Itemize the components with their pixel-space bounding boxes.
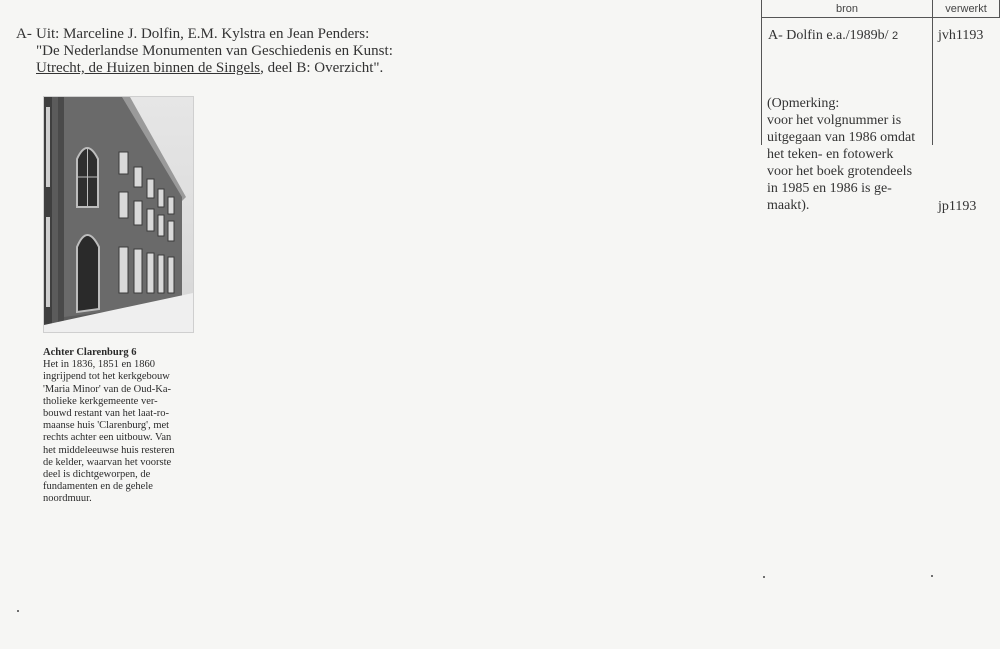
table-divider-middle xyxy=(932,18,933,145)
caption-line: Het in 1836, 1851 en 1860 xyxy=(43,359,155,371)
scan-speck xyxy=(17,610,19,612)
column-header-bron-label: bron xyxy=(835,2,859,15)
remark-line: in 1985 en 1986 is ge- xyxy=(767,181,892,196)
citation-line-2: "De Nederlandse Monumenten van Geschiedenis en Kunst: xyxy=(36,43,393,59)
remark-line: (Opmerking: xyxy=(767,96,840,111)
caption-line: rechts achter een uitbouw. Van xyxy=(43,432,172,444)
bron-entry-text: A- Dolfin e.a./1989b/ xyxy=(768,28,889,43)
bron-entry-number: 2 xyxy=(892,30,899,42)
remark-line: uitgegaan van 1986 omdat xyxy=(767,130,916,145)
table-divider-left xyxy=(761,18,762,145)
citation-prefix: A- xyxy=(16,26,32,42)
scan-speck xyxy=(763,576,765,578)
column-header-bron xyxy=(761,0,933,18)
column-header-verwerkt xyxy=(932,0,1000,18)
citation-title-underlined: Utrecht, de Huizen binnen de Singels xyxy=(36,60,261,76)
column-header-verwerkt-label: verwerkt xyxy=(945,2,987,15)
caption-line: noordmuur. xyxy=(43,493,92,505)
caption-title: Achter Clarenburg 6 xyxy=(43,347,137,358)
caption-line: ingrijpend tot het kerkgebouw xyxy=(43,371,170,383)
caption-line: maanse huis 'Clarenburg', met xyxy=(43,420,170,432)
caption-line: tholieke kerkgemeente ver- xyxy=(43,395,158,407)
verwerkt-entry-2: jp1193 xyxy=(938,199,977,214)
remark-line: voor het boek grotendeels xyxy=(767,164,913,179)
remark-line: het teken- en fotowerk xyxy=(767,147,894,162)
scan-speck xyxy=(931,575,933,577)
caption-line: 'Maria Minor' van de Oud-Ka- xyxy=(43,383,171,395)
citation-line-3 xyxy=(36,60,393,77)
citation-line-1: Uit: Marceline J. Dolfin, E.M. Kylstra en Jean Penders: xyxy=(36,26,370,42)
remark-block xyxy=(767,95,915,214)
remark-line: maakt). xyxy=(767,198,810,213)
caption-line: het middeleeuwse huis resteren xyxy=(43,444,175,456)
bron-entry xyxy=(768,27,898,45)
building-photo-icon xyxy=(44,97,193,332)
remark-line: voor het volgnummer is xyxy=(767,113,902,128)
citation-block xyxy=(16,26,393,77)
caption-line: bouwd restant van het laat-ro- xyxy=(43,408,169,420)
building-photo xyxy=(43,96,194,333)
citation-title-rest: , deel B: Overzicht". xyxy=(260,60,384,76)
verwerkt-entry-1: jvh1193 xyxy=(938,28,984,43)
caption-line: fundamenten en de gehele xyxy=(43,481,153,493)
photo-caption xyxy=(43,347,203,506)
caption-line: de kelder, waarvan het voorste xyxy=(43,456,172,468)
caption-line: deel is dichtgeworpen, de xyxy=(43,469,151,481)
